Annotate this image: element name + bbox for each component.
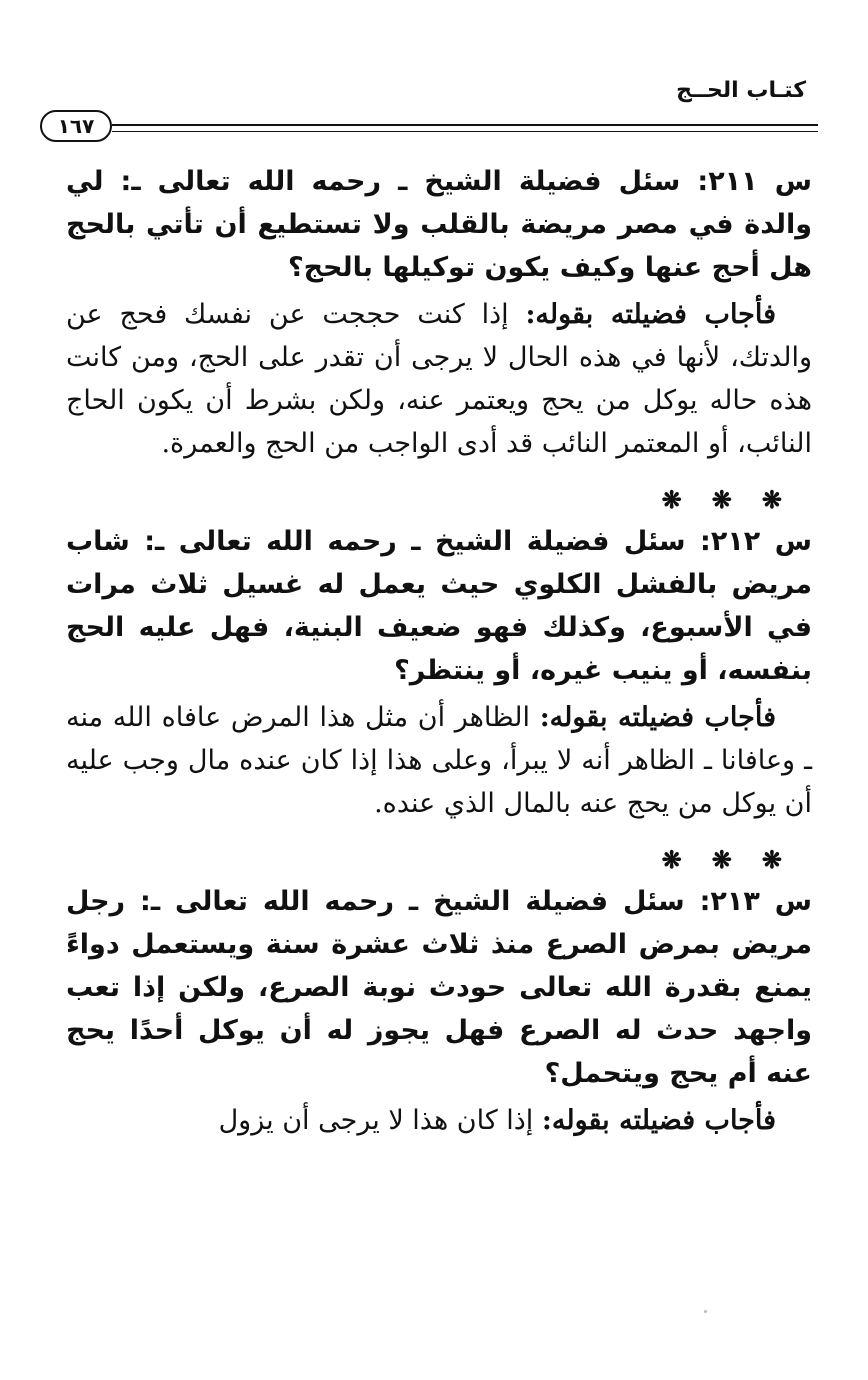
question-text: سئل فضيلة الشيخ ـ رحمه الله تعالى ـ: رجل مريض بمرض الصرع منذ ثلاث عشرة سنة ويستعمل دواءً يمنع بقدرة الله تعالى حودث نوبة الصرع، ولكن إذا تعب واجهد حدث له الصرع فهل يجوز له أن يوكل أحدًا يحج عنه أم يحج ويتحمل؟ xyxy=(66,886,812,1089)
question-number: س ٢١٣: xyxy=(699,886,812,917)
answer-213 xyxy=(66,1099,812,1142)
question-text: سئل فضيلة الشيخ ـ رحمه الله تعالى ـ: لي والدة في مصر مريضة بالقلب ولا تستطيع أن تأتي بالحج هل أحج عنها وكيف يكون توكيلها بالحج؟ xyxy=(66,166,812,283)
question-211 xyxy=(66,160,812,289)
answer-211 xyxy=(66,293,812,465)
star-ornament: ❋ xyxy=(761,485,812,514)
page-number: ١٦٧ xyxy=(40,110,112,142)
question-213 xyxy=(66,880,812,1095)
question-number: س ٢١١: xyxy=(697,166,812,197)
question-number: س ٢١٢: xyxy=(700,526,812,557)
answer-lead: فأجاب فضيلته بقوله: xyxy=(539,702,776,733)
star-ornament: ❋ xyxy=(761,845,812,874)
question-212 xyxy=(66,520,812,692)
answer-text: الظاهر أن مثل هذا المرض عافاه الله منه ـ وعافانا ـ الظاهر أنه لا يبرأ، وعلى هذا إذا كان عنده مال وجب عليه أن يوكل من يحج عنه بالمال الذي عنده. xyxy=(66,702,812,819)
answer-text: إذا كان هذا لا يرجى أن يزول xyxy=(218,1105,534,1136)
answer-lead: فأجاب فضيلته بقوله: xyxy=(541,1105,776,1136)
answer-lead: فأجاب فضيلته بقوله: xyxy=(525,299,776,330)
star-ornament: ❋ xyxy=(711,845,762,874)
running-title: كتـاب الحــج xyxy=(676,78,806,103)
header-rule xyxy=(112,124,818,132)
question-text: سئل فضيلة الشيخ ـ رحمه الله تعالى ـ: شاب مريض بالفشل الكلوي حيث يعمل له غسيل ثلاث مرات في الأسبوع، وكذلك فهو ضعيف البنية، فهل عليه الحج بنفسه، أو ينيب غيره، أو ينتظر؟ xyxy=(66,526,812,686)
scan-speck xyxy=(704,1310,707,1313)
star-ornament: ❋ xyxy=(711,485,762,514)
answer-text: إذا كنت حججت عن نفسك فحج عن والدتك، لأنها في هذه الحال لا يرجى أن تقدر على الحج، ومن كانت هذه حاله يوكل من يحج ويعتمر عنه، ولكن بشرط أن يكون الحاج النائب، أو المعتمر النائب قد أدى الواجب من الحج والعمرة. xyxy=(66,299,812,459)
section-separator xyxy=(66,485,812,514)
star-ornament: ❋ xyxy=(661,485,712,514)
section-separator xyxy=(66,845,812,874)
answer-212 xyxy=(66,696,812,825)
body-text xyxy=(66,160,812,1142)
star-ornament: ❋ xyxy=(661,845,712,874)
